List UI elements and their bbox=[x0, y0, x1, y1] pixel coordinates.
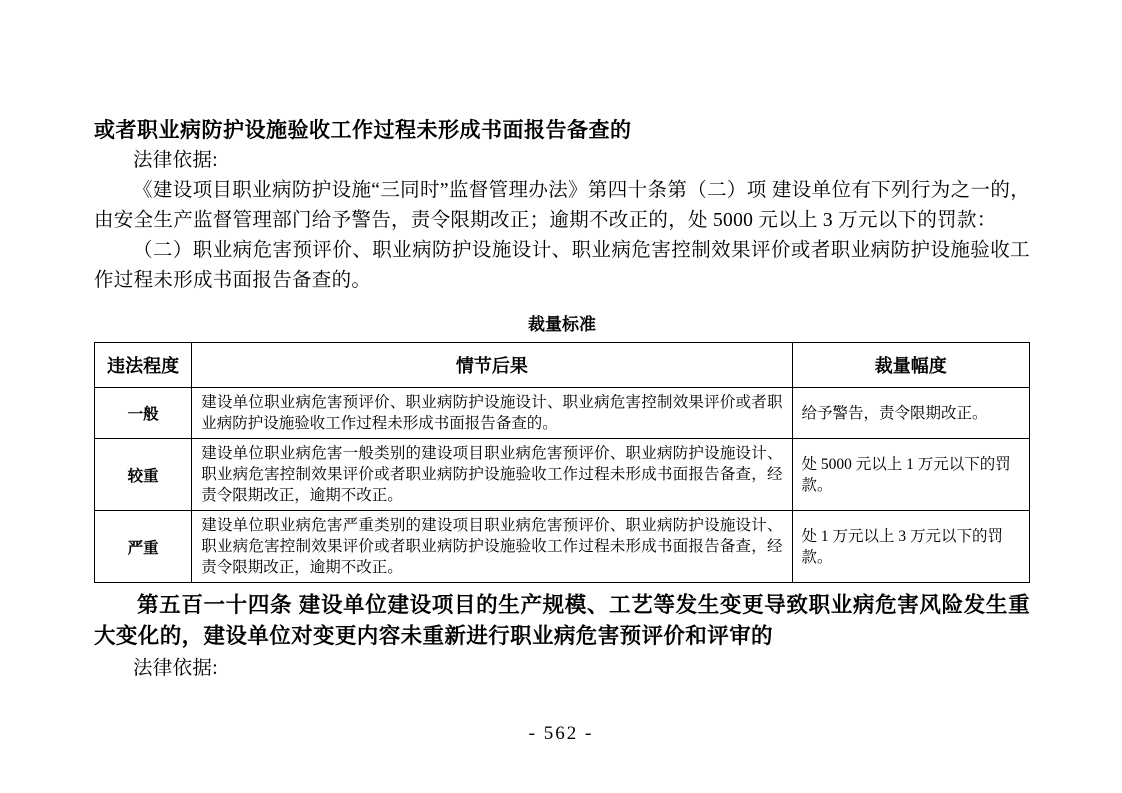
discretion-standard-table bbox=[94, 342, 1030, 583]
table-header-row bbox=[95, 343, 1030, 388]
range-cell: 处 5000 元以上 1 万元以下的罚款。 bbox=[792, 439, 1030, 511]
legal-basis-label-2: 法律依据: bbox=[133, 658, 218, 679]
degree-cell: 一般 bbox=[95, 388, 192, 439]
table-row bbox=[95, 388, 1030, 439]
header-circumstance-consequence: 情节后果 bbox=[192, 343, 792, 388]
item-two-paragraph: （二）职业病危害预评价、职业病防护设施设计、职业病危害控制效果评价或者职业病防护设施验收工作过程未形成书面报告备查的。 bbox=[94, 240, 1030, 291]
circumstance-cell: 建设单位职业病危害一般类别的建设项目职业病危害预评价、职业病防护设施设计、职业病危害控制效果评价或者职业病防护设施验收工作过程未形成书面报告备查，经责令限期改正，逾期不改正。 bbox=[192, 439, 792, 511]
page-number: - 562 - bbox=[528, 723, 594, 744]
degree-cell: 较重 bbox=[95, 439, 192, 511]
legal-basis-label: 法律依据: bbox=[133, 150, 218, 171]
table-title: 裁量标准 bbox=[528, 315, 596, 334]
range-cell: 处 1 万元以上 3 万元以下的罚款。 bbox=[792, 511, 1030, 583]
circumstance-cell: 建设单位职业病危害严重类别的建设项目职业病危害预评价、职业病防护设施设计、职业病危害控制效果评价或者职业病防护设施验收工作过程未形成书面报告备查，经责令限期改正，逾期不改正。 bbox=[192, 511, 792, 583]
header-discretion-range: 裁量幅度 bbox=[792, 343, 1030, 388]
article-514-heading: 第五百一十四条 建设单位建设项目的生产规模、工艺等发生变更导致职业病危害风险发生重大变化的，建设单位对变更内容未重新进行职业病危害预评价和评审的 bbox=[94, 593, 1030, 648]
law-citation-paragraph: 《建设项目职业病防护设施“三同时”监督管理办法》第四十条第（二）项 建设单位有下列行为之一的，由安全生产监督管理部门给予警告，责令限期改正；逾期不改正的，处 5000 元以上 3 万元以下的罚款： bbox=[94, 180, 1030, 231]
table-row bbox=[95, 511, 1030, 583]
range-cell: 给予警告，责令限期改正。 bbox=[792, 388, 1030, 439]
section-heading: 或者职业病防护设施验收工作过程未形成书面报告备查的 bbox=[94, 119, 632, 142]
circumstance-cell: 建设单位职业病危害预评价、职业病防护设施设计、职业病危害控制效果评价或者职业病防护设施验收工作过程未形成书面报告备查的。 bbox=[192, 388, 792, 439]
degree-cell: 严重 bbox=[95, 511, 192, 583]
table-row bbox=[95, 439, 1030, 511]
header-violation-degree: 违法程度 bbox=[95, 343, 192, 388]
